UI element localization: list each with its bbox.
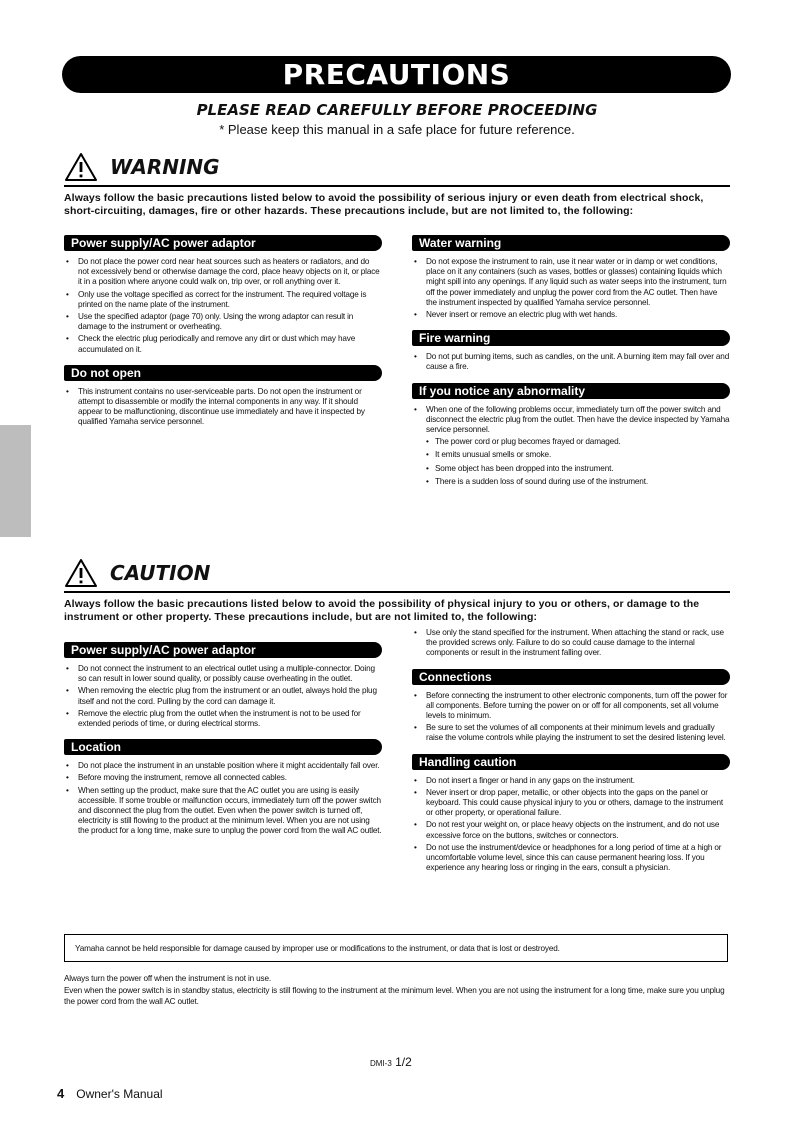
power-supply-warning-list <box>64 257 382 355</box>
warning-heading-text: WARNING <box>110 155 220 179</box>
warning-left-column <box>64 235 382 430</box>
page-subtitle: PLEASE READ CAREFULLY BEFORE PROCEEDING <box>196 101 598 119</box>
list-item: • Some object has been dropped into the instrument. <box>426 464 730 474</box>
warning-heading <box>64 152 220 182</box>
list-item: • Only use the voltage specified as correct for the instrument. The required voltage is printed on the name plate of the instrument. <box>64 290 382 310</box>
list-item: • Use the specified adaptor (page 70) only. Using the wrong adaptor can result in damage to the instrument or overheating. <box>64 312 382 332</box>
caution-heading <box>64 558 210 588</box>
section-handling-caution: Handling caution <box>412 754 730 770</box>
stand-list <box>412 628 730 659</box>
list-item: • Use only the stand specified for the instrument. When attaching the stand or rack, use the provided screws only. Failure to do so could cause damage to the internal components or result in the instrument falling over. <box>412 628 730 659</box>
abnormality-lead: When one of the following problems occur, immediately turn off the power switch and disconnect the electric plug from the outlet. Then have the device inspected by Yamaha service personnel. <box>426 404 730 435</box>
list-item: • Before connecting the instrument to other electronic components, turn off the power for all components. Before turning the power on or off for all components, set all volume levels to minimum. <box>412 691 730 722</box>
do-not-open-list <box>64 387 382 428</box>
power-off-line-2: Even when the power switch is in standby status, electricity is still flowing to the instrument at the minimum level. When you are not using the instrument for a long time, make sure you unplug the power cord from the wall AC outlet. <box>64 985 725 1006</box>
location-list <box>64 761 382 836</box>
power-off-line-1: Always turn the power off when the instrument is not in use. <box>64 974 272 983</box>
connections-list <box>412 691 730 744</box>
warning-intro: Always follow the basic precautions listed below to avoid the possibility of serious injury or even death from electrical shock, short-circuiting, damages, fire or other hazards. These precautions include, but are not limited to, the following: <box>64 192 704 217</box>
list-item: • The power cord or plug becomes frayed or damaged. <box>426 437 730 447</box>
power-off-notice <box>64 973 728 1008</box>
water-warning-list <box>412 257 730 320</box>
page-number: 4 <box>57 1086 65 1101</box>
handling-caution-list <box>412 776 730 874</box>
section-fire-warning: Fire warning <box>412 330 730 346</box>
list-item: • Do not put burning items, such as candles, on the unit. A burning item may fall over and cause a fire. <box>412 352 730 372</box>
keep-manual-note: * Please keep this manual in a safe place for future reference. <box>219 122 575 137</box>
section-abnormality: If you notice any abnormality <box>412 383 730 399</box>
caution-left-column <box>64 642 382 839</box>
caution-intro: Always follow the basic precautions listed below to avoid the possibility of physical injury to you or others, or damage to the instrument or other property. These precautions include, but are not limited to, the following: <box>64 598 700 623</box>
caution-right-column <box>412 628 730 875</box>
section-connections: Connections <box>412 669 730 685</box>
abnormality-sub-list <box>426 437 730 487</box>
list-item: • Before moving the instrument, remove all connected cables. <box>64 773 382 783</box>
list-item: • Be sure to set the volumes of all components at their minimum levels and gradually raise the volume controls while playing the instrument to set the desired listening level. <box>412 723 730 743</box>
list-item: • When removing the electric plug from the instrument or an outlet, always hold the plug itself and not the cord. Pulling by the cord can damage it. <box>64 686 382 706</box>
section-water-warning: Water warning <box>412 235 730 251</box>
list-item: • There is a sudden loss of sound during use of the instrument. <box>426 477 730 487</box>
list-item: • Check the electric plug periodically and remove any dirt or dust which may have accumulated on it. <box>64 334 382 354</box>
list-item: • Never insert or remove an electric plug with wet hands. <box>412 310 730 320</box>
list-item: • Never insert or drop paper, metallic, or other objects into the gaps on the panel or keyboard. This could cause physical injury to you or others, damage to the instrument or other property, or operational failure. <box>412 788 730 819</box>
list-item: • Do not expose the instrument to rain, use it near water or in damp or wet conditions, place on it any containers (such as vases, bottles or glasses) containing liquids which might spill into any openings. If any liquid such as water seeps into the instrument, turn off the power immediately and unplug the power cord from the AC outlet. Then have the instrument inspected by qualified Yamaha service personnel. <box>412 257 730 308</box>
section-power-supply-caution: Power supply/AC power adaptor <box>64 642 382 658</box>
document-code-page: 1/2 <box>395 1055 412 1069</box>
power-supply-caution-list <box>64 664 382 729</box>
document-code-id: DMI-3 <box>370 1059 392 1068</box>
list-item <box>412 405 730 487</box>
section-location: Location <box>64 739 382 755</box>
caution-triangle-icon <box>64 558 98 588</box>
disclaimer-box <box>64 934 728 962</box>
abnormality-list <box>412 405 730 487</box>
caution-rule <box>64 591 730 593</box>
list-item: • Do not rest your weight on, or place heavy objects on the instrument, and do not use excessive force on the buttons, switches or connectors. <box>412 820 730 840</box>
fire-warning-list <box>412 352 730 372</box>
document-code <box>370 1055 412 1069</box>
page-title: PRECAUTIONS <box>62 56 731 93</box>
list-item: • This instrument contains no user-serviceable parts. Do not open the instrument or attempt to disassemble or modify the internal components in any way. If it should appear to be malfunctioning, discontinue use immediately and have it inspected by qualified Yamaha service personnel. <box>64 387 382 428</box>
side-tab-marker <box>0 425 31 537</box>
list-item: • Do not place the power cord near heat sources such as heaters or radiators, and do not excessively bend or otherwise damage the cord, place heavy objects on it, or place it in a position where anyone could walk on, trip over, or roll anything over it. <box>64 257 382 288</box>
warning-triangle-icon <box>64 152 98 182</box>
page-footer <box>57 1086 163 1101</box>
list-item: • When setting up the product, make sure that the AC outlet you are using is easily accessible. If some trouble or malfunction occurs, immediately turn off the power switch and disconnect the plug from the outlet. Even when the power switch is turned off, electricity is still flowing to the product at the minimum level. When you are not using the product for a long time, make sure to unplug the power cord from the wall AC outlet. <box>64 786 382 837</box>
list-item: • Do not place the instrument in an unstable position where it might accidentally fall over. <box>64 761 382 771</box>
warning-rule <box>64 185 730 187</box>
caution-heading-text: CAUTION <box>110 561 211 585</box>
section-do-not-open: Do not open <box>64 365 382 381</box>
section-power-supply-warning: Power supply/AC power adaptor <box>64 235 382 251</box>
manual-label: Owner's Manual <box>76 1087 163 1101</box>
disclaimer-text: Yamaha cannot be held responsible for damage caused by improper use or modifications to the instrument, or data that is lost or destroyed. <box>75 943 560 953</box>
list-item: • Do not insert a finger or hand in any gaps on the instrument. <box>412 776 730 786</box>
warning-right-column <box>412 235 730 490</box>
list-item: • Do not use the instrument/device or headphones for a long period of time at a high or uncomfortable volume level, since this can cause permanent hearing loss. If you experience any hearing loss or ringing in the ears, consult a physician. <box>412 843 730 874</box>
list-item: • It emits unusual smells or smoke. <box>426 450 730 460</box>
list-item: • Remove the electric plug from the outlet when the instrument is not to be used for extended periods of time, or during electrical storms. <box>64 709 382 729</box>
list-item: • Do not connect the instrument to an electrical outlet using a multiple-connector. Doing so can result in lower sound quality, or possibly cause overheating in the outlet. <box>64 664 382 684</box>
